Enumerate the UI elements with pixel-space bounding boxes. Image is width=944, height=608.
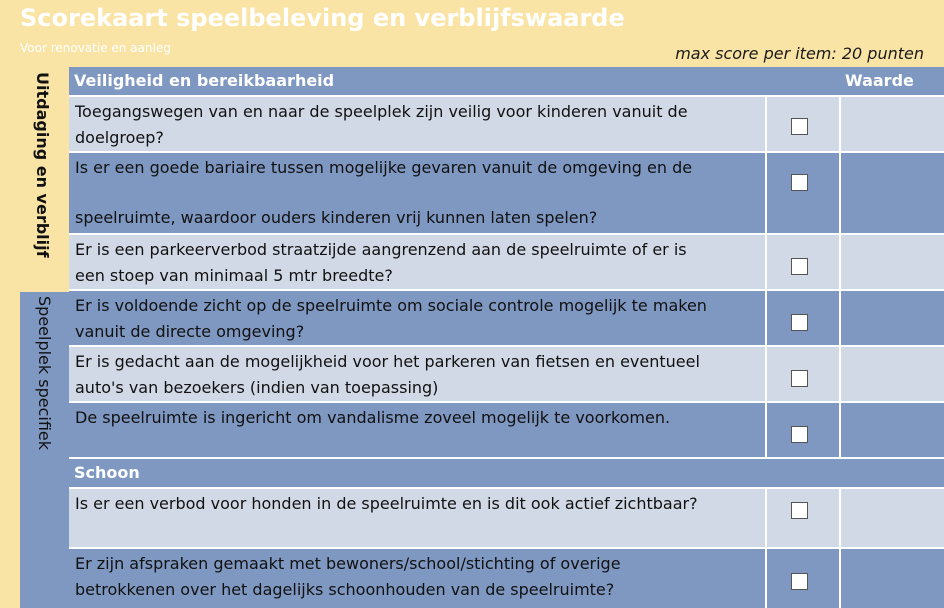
checkbox-cell <box>767 153 839 233</box>
checkbox-cell <box>767 235 839 289</box>
category-label-speelplek: Speelplek specifiek <box>35 296 54 451</box>
checkbox-cell <box>767 489 839 547</box>
score-row <box>69 347 944 401</box>
max-score-note: max score per item: 20 punten <box>675 44 924 63</box>
question-line: doelgroep? <box>75 128 164 147</box>
value-column-header: Waarde <box>845 71 914 90</box>
question-line: een stoep van minimaal 5 mtr breedte? <box>75 266 393 285</box>
score-row <box>69 97 944 151</box>
value-cell[interactable] <box>841 235 944 289</box>
score-row <box>69 235 944 289</box>
score-row <box>69 291 944 345</box>
item-checkbox[interactable] <box>791 573 808 590</box>
section-title: Schoon <box>74 463 140 482</box>
question-text <box>69 347 765 401</box>
value-cell[interactable] <box>841 291 944 345</box>
question-text <box>69 153 765 233</box>
value-cell[interactable] <box>841 97 944 151</box>
value-cell[interactable] <box>841 347 944 401</box>
question-line: Er zijn afspraken gemaakt met bewoners/school/stichting of overige <box>75 554 621 573</box>
item-checkbox[interactable] <box>791 258 808 275</box>
value-cell[interactable] <box>841 549 944 608</box>
item-checkbox[interactable] <box>791 174 808 191</box>
question-line: Is er een goede bariaire tussen mogelijke gevaren vanuit de omgeving en de <box>75 158 693 177</box>
category-label-uitdaging: Uitdaging en verblijf <box>33 72 52 258</box>
question-text <box>69 235 765 289</box>
item-checkbox[interactable] <box>791 426 808 443</box>
question-line: speelruimte, waardoor ouders kinderen vrij kunnen laten spelen? <box>75 208 598 227</box>
item-checkbox[interactable] <box>791 502 808 519</box>
page-subtitle: Voor renovatie en aanleg <box>20 41 171 55</box>
score-row <box>69 153 944 233</box>
item-checkbox[interactable] <box>791 118 808 135</box>
score-row <box>69 489 944 547</box>
question-line: De speelruimte is ingericht om vandalisme zoveel mogelijk te voorkomen. <box>75 408 671 427</box>
section-title: Veiligheid en bereikbaarheid <box>74 71 335 90</box>
score-row <box>69 549 944 608</box>
question-text <box>69 549 765 608</box>
question-line: Er is gedacht aan de mogelijkheid voor het parkeren van fietsen en eventueel <box>75 352 700 371</box>
question-text <box>69 291 765 345</box>
item-checkbox[interactable] <box>791 370 808 387</box>
question-line: Is er een verbod voor honden in de speelruimte en is dit ook actief zichtbaar? <box>75 494 698 513</box>
question-line: betrokkenen over het dagelijks schoonhouden van de speelruimte? <box>75 580 615 599</box>
section-header-schoon <box>69 459 944 487</box>
checkbox-cell <box>767 549 839 608</box>
question-text <box>69 97 765 151</box>
value-cell[interactable] <box>841 403 944 457</box>
question-text <box>69 403 765 457</box>
value-cell[interactable] <box>841 153 944 233</box>
question-line: Er is een parkeerverbod straatzijde aangrenzend aan de speelruimte of er is <box>75 240 687 259</box>
page-title: Scorekaart speelbeleving en verblijfswaarde <box>20 4 625 32</box>
question-text <box>69 489 765 547</box>
section-header-veiligheid <box>69 67 944 95</box>
question-line: auto's van bezoekers (indien van toepassing) <box>75 378 439 397</box>
item-checkbox[interactable] <box>791 314 808 331</box>
score-row <box>69 403 944 457</box>
checkbox-cell <box>767 347 839 401</box>
question-line: Toegangswegen van en naar de speelplek zijn veilig voor kinderen vanuit de <box>75 102 688 121</box>
question-line: vanuit de directe omgeving? <box>75 322 305 341</box>
question-line: Er is voldoende zicht op de speelruimte om sociale controle mogelijk te maken <box>75 296 707 315</box>
checkbox-cell <box>767 403 839 457</box>
checkbox-cell <box>767 97 839 151</box>
value-cell[interactable] <box>841 489 944 547</box>
checkbox-cell <box>767 291 839 345</box>
